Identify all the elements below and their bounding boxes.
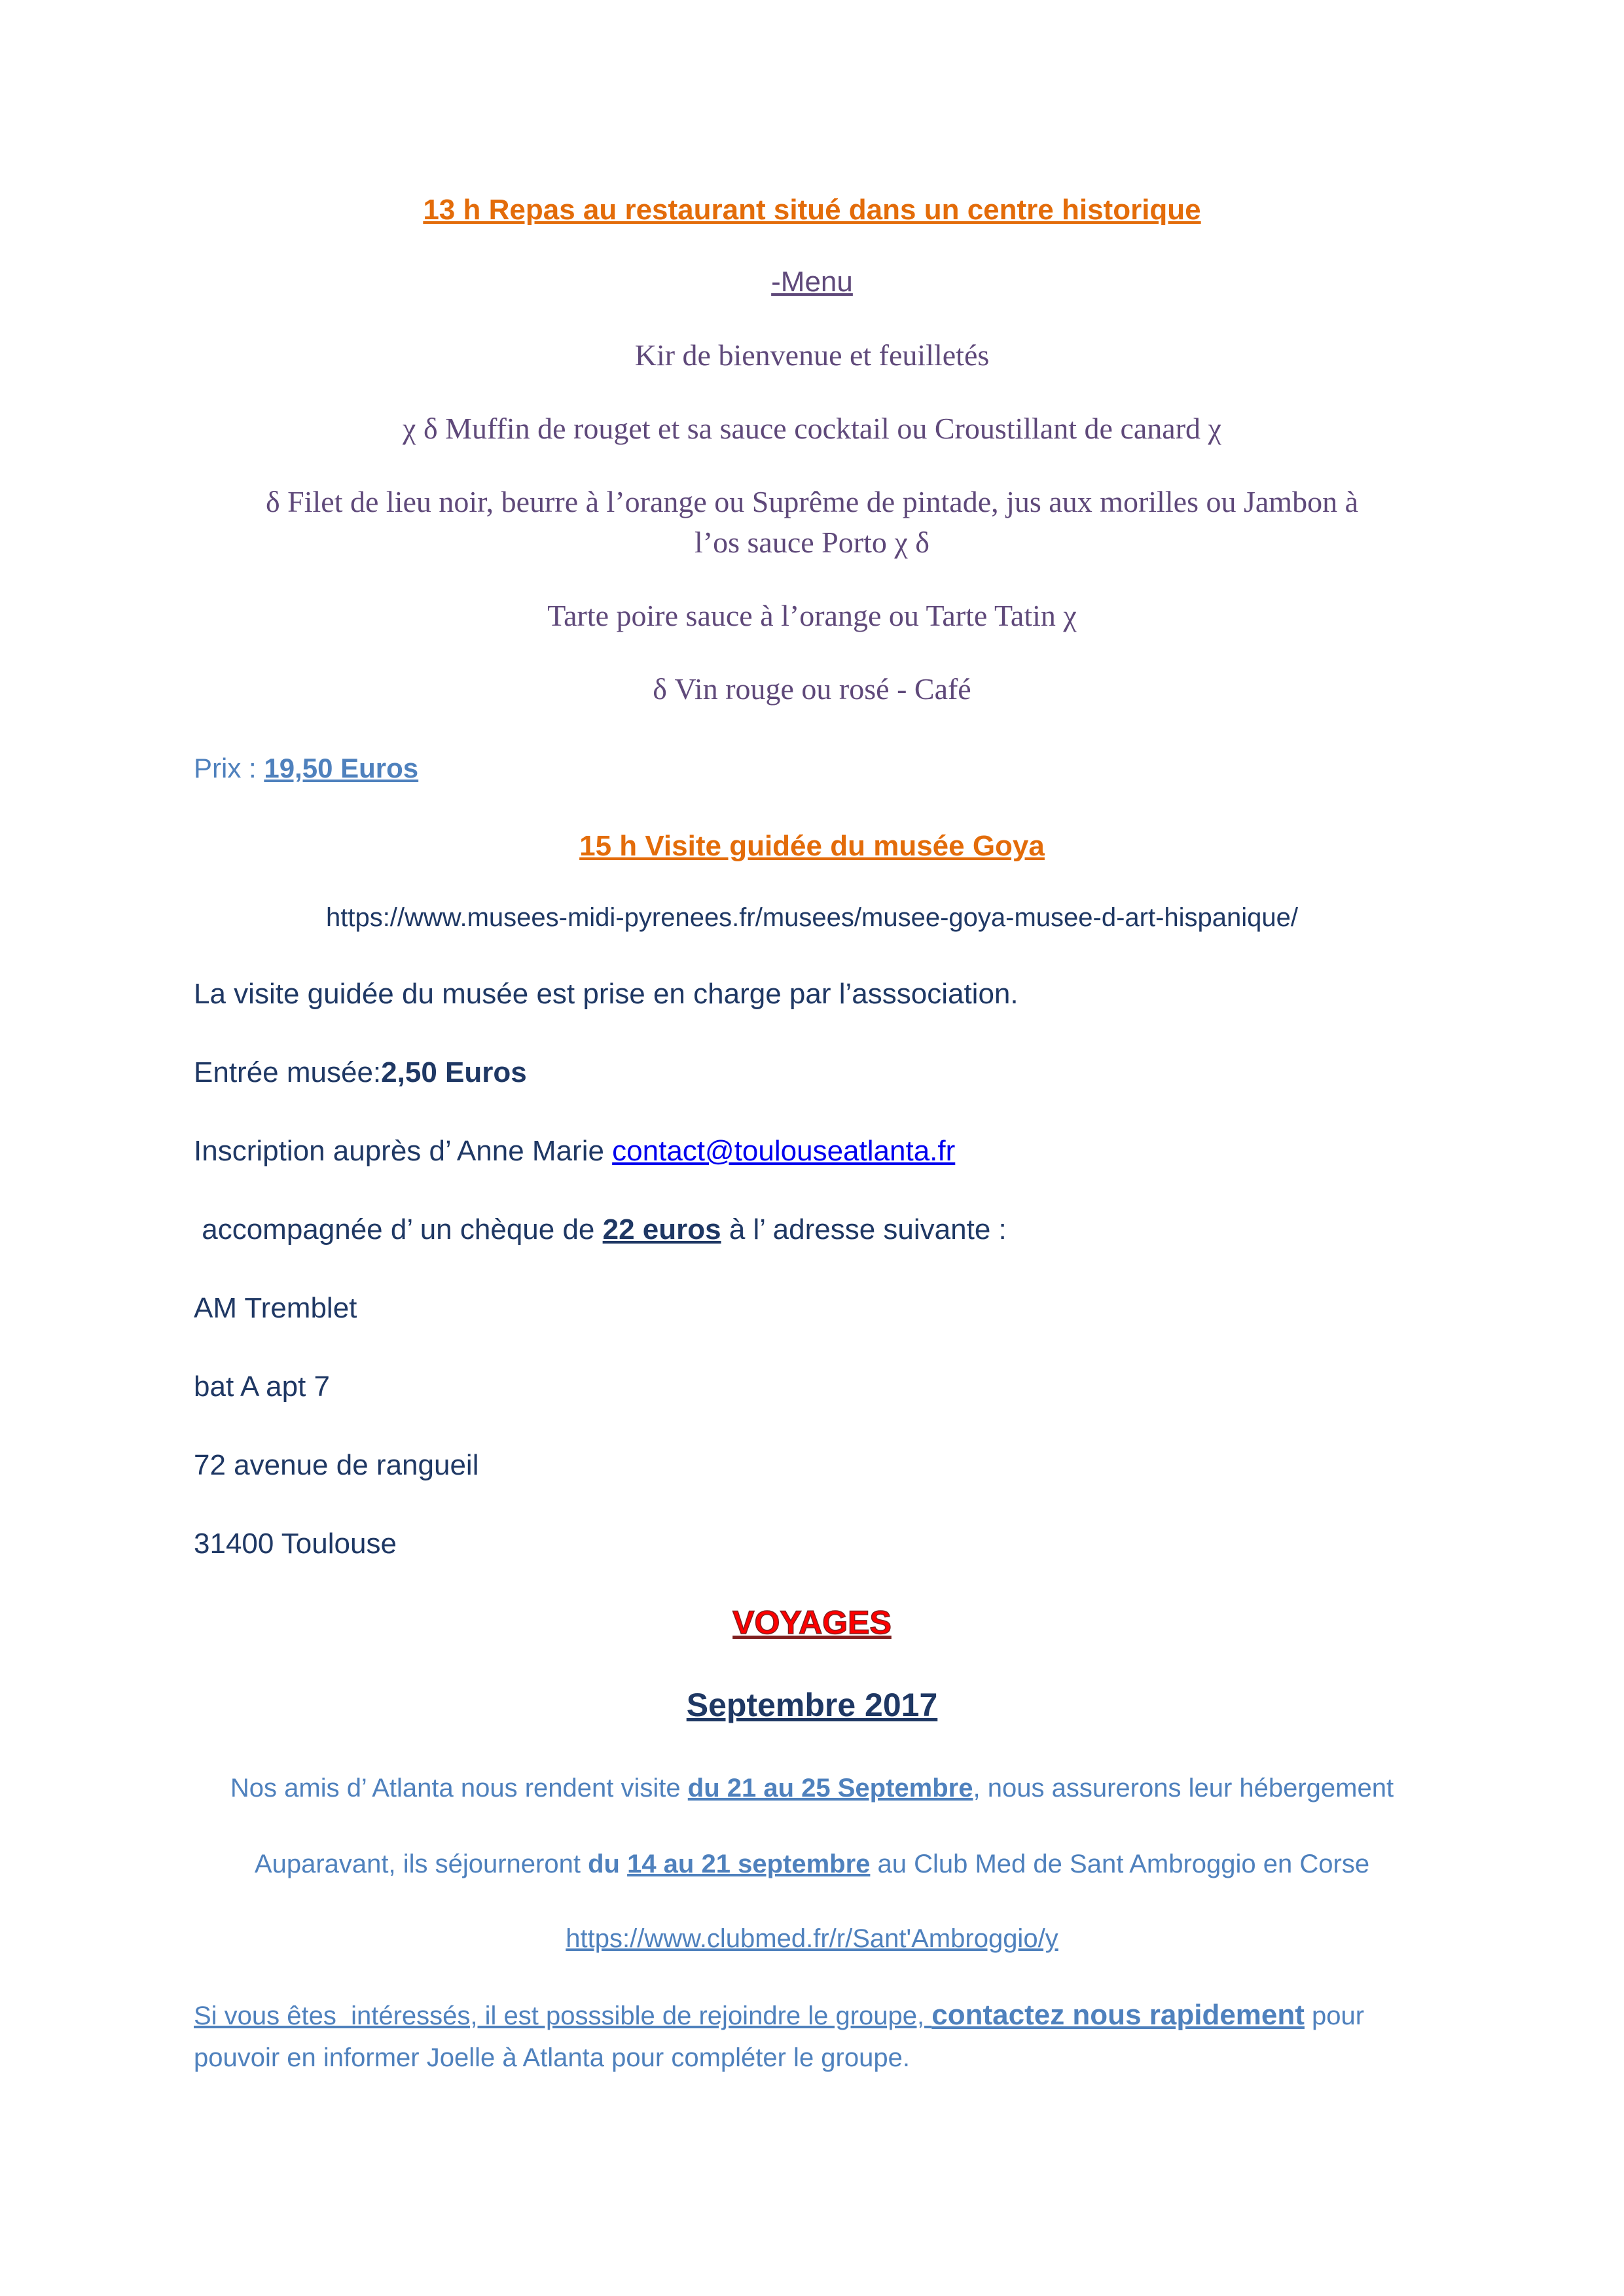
- registration-line: [194, 1135, 955, 1168]
- price-line: [194, 753, 418, 784]
- cheque-amount: 22 euros: [602, 1213, 721, 1246]
- museum-heading: 15 h Visite guidée du musée Goya: [579, 830, 1045, 862]
- join-after: pour: [1304, 2001, 1365, 2030]
- registration-text: Inscription auprès d’ Anne Marie: [194, 1135, 613, 1167]
- join-contact: contactez nous rapidement: [931, 1999, 1305, 2031]
- entry-line: [194, 1056, 527, 1089]
- entry-value: 2,50 Euros: [381, 1056, 527, 1088]
- menu-item: δ Filet de lieu noir, beurre à l’orange ou Suprême de pintade, jus aux morilles ou Jambon à: [265, 485, 1358, 518]
- join-text: Si vous êtes intéressés, il est posssible de rejoindre le groupe,: [194, 2001, 932, 2030]
- menu-item: l’os sauce Porto χ δ: [695, 526, 929, 559]
- cheque-text: accompagnée d’ un chèque de: [194, 1213, 603, 1246]
- address-line: AM Tremblet: [194, 1292, 357, 1324]
- visit-dates: du 21 au 25 Septembre: [687, 1774, 973, 1803]
- menu-item: Kir de bienvenue et feuilletés: [634, 338, 990, 372]
- contact-email-link[interactable]: contact@toulouseatlanta.fr: [612, 1135, 956, 1167]
- stay-line: [0, 1850, 1624, 1879]
- cheque-after: à l’ adresse suivante :: [721, 1213, 1007, 1246]
- menu-item: Tarte poire sauce à l’orange ou Tarte Tatin χ: [547, 599, 1077, 632]
- address-line: 31400 Toulouse: [194, 1528, 397, 1560]
- visit-text: Nos amis d’ Atlanta nous rendent visite: [230, 1774, 688, 1803]
- entry-label: Entrée musée:: [194, 1056, 382, 1088]
- price-value: 19,50 Euros: [264, 753, 419, 783]
- join-line: [194, 1999, 1364, 2032]
- clubmed-url[interactable]: https://www.clubmed.fr/r/Sant'Ambroggio/y: [566, 1924, 1058, 1953]
- museum-note: La visite guidée du musée est prise en charge par l’asssociation.: [194, 978, 1019, 1010]
- voyages-month: Septembre 2017: [686, 1687, 938, 1723]
- cheque-line: [194, 1213, 1007, 1246]
- menu-item: δ Vin rouge ou rosé - Café: [653, 672, 971, 706]
- price-label: Prix :: [194, 753, 264, 783]
- visit-after: , nous assurerons leur hébergement: [973, 1774, 1394, 1803]
- address-line: bat A apt 7: [194, 1371, 330, 1403]
- voyages-title: VOYAGES: [732, 1604, 892, 1641]
- museum-url[interactable]: https://www.musees-midi-pyrenees.fr/musees/musee-goya-musee-d-art-hispanique/: [325, 903, 1299, 932]
- menu-label: -Menu: [771, 266, 853, 298]
- stay-du: du: [588, 1850, 628, 1878]
- visit-line: [0, 1774, 1624, 1803]
- menu-item: χ δ Muffin de rouget et sa sauce cocktail ou Croustillant de canard χ: [403, 412, 1221, 445]
- join-line-2: pouvoir en informer Joelle à Atlanta pour compléter le groupe.: [194, 2043, 910, 2072]
- stay-text: Auparavant, ils séjourneront: [254, 1850, 588, 1878]
- stay-after: au Club Med de Sant Ambroggio en Corse: [870, 1850, 1370, 1878]
- address-line: 72 avenue de rangueil: [194, 1449, 479, 1481]
- stay-dates: 14 au 21 septembre: [627, 1850, 871, 1878]
- lunch-heading: 13 h Repas au restaurant situé dans un centre historique: [423, 194, 1201, 226]
